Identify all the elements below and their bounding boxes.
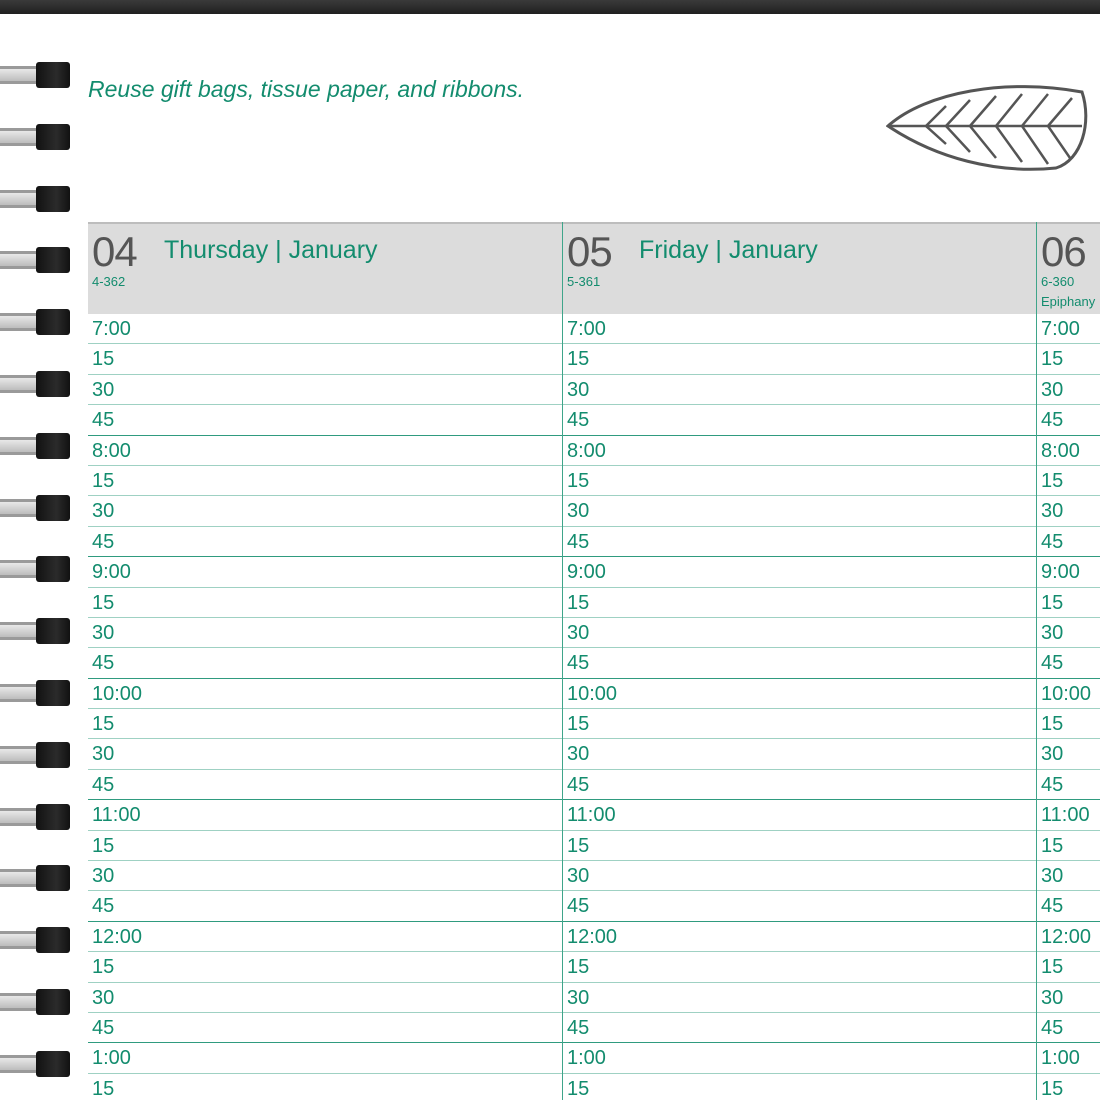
time-slot[interactable]: 45 [563, 405, 1037, 435]
time-slot[interactable]: 45 [88, 770, 562, 800]
coil-hole [36, 62, 70, 88]
time-slot[interactable]: 45 [563, 648, 1037, 678]
time-slot[interactable]: 9:00 [1037, 557, 1100, 587]
time-slot[interactable]: 9:00 [563, 557, 1037, 587]
time-slot[interactable]: 10:00 [563, 679, 1037, 709]
binding-coil [0, 861, 74, 895]
time-slot[interactable]: 30 [88, 375, 562, 405]
time-slot[interactable]: 30 [563, 739, 1037, 769]
time-slot[interactable]: 30 [1037, 983, 1100, 1013]
time-slot[interactable]: 30 [88, 496, 562, 526]
time-slot[interactable]: 15 [1037, 831, 1100, 861]
binding-coil [0, 552, 74, 586]
time-slot[interactable]: 15 [88, 1074, 562, 1100]
time-slot[interactable]: 15 [1037, 588, 1100, 618]
day-header [1037, 222, 1100, 314]
coil-hole [36, 680, 70, 706]
time-slot[interactable]: 12:00 [1037, 922, 1100, 952]
time-slot[interactable]: 15 [1037, 709, 1100, 739]
coil-hole [36, 804, 70, 830]
day-number: 06 [1041, 228, 1086, 275]
time-slot[interactable]: 15 [88, 466, 562, 496]
time-slot[interactable]: 15 [563, 1074, 1037, 1100]
time-slot[interactable]: 15 [563, 466, 1037, 496]
binding-coil [0, 1047, 74, 1081]
day-name: Thursday | January [164, 236, 378, 264]
time-slot[interactable]: 30 [1037, 739, 1100, 769]
time-slot[interactable]: 30 [1037, 861, 1100, 891]
coil-hole [36, 309, 70, 335]
day-column [562, 222, 1037, 1100]
time-slot[interactable]: 45 [88, 648, 562, 678]
time-slot[interactable]: 10:00 [1037, 679, 1100, 709]
binding-coil [0, 429, 74, 463]
time-slot[interactable]: 15 [563, 344, 1037, 374]
day-number: 04 [92, 228, 137, 275]
coil-hole [36, 927, 70, 953]
time-slot[interactable]: 30 [88, 739, 562, 769]
time-slot[interactable]: 45 [1037, 648, 1100, 678]
time-slot[interactable]: 15 [1037, 1074, 1100, 1100]
time-slot[interactable]: 15 [1037, 344, 1100, 374]
day-header [88, 222, 562, 314]
binding-coil [0, 58, 74, 92]
time-slot[interactable]: 1:00 [1037, 1043, 1100, 1073]
eco-tip: Reuse gift bags, tissue paper, and ribbons. [88, 76, 525, 102]
time-slot[interactable]: 45 [1037, 527, 1100, 557]
planner-page [0, 14, 1100, 1100]
time-slot[interactable]: 30 [88, 861, 562, 891]
day-column [1036, 222, 1100, 1100]
binding-coil [0, 367, 74, 401]
time-slot[interactable]: 45 [1037, 405, 1100, 435]
time-slot[interactable]: 30 [88, 618, 562, 648]
binding-coil [0, 614, 74, 648]
coil-hole [36, 124, 70, 150]
time-slot[interactable]: 11:00 [1037, 800, 1100, 830]
coil-hole [36, 556, 70, 582]
coil-hole [36, 433, 70, 459]
coil-hole [36, 495, 70, 521]
time-slot[interactable]: 45 [563, 770, 1037, 800]
time-slots [1037, 314, 1100, 1100]
time-slot[interactable]: 30 [563, 983, 1037, 1013]
time-slot[interactable]: 45 [563, 891, 1037, 921]
time-slot[interactable]: 8:00 [88, 436, 562, 466]
coil-hole [36, 618, 70, 644]
time-slot[interactable]: 15 [88, 344, 562, 374]
holiday-label: Epiphany [1041, 294, 1096, 309]
day-count: 5-361 [567, 274, 601, 289]
binding-coil [0, 243, 74, 277]
time-slot[interactable]: 15 [563, 709, 1037, 739]
coil-hole [36, 865, 70, 891]
time-slot[interactable]: 11:00 [563, 800, 1037, 830]
leaf-icon [886, 82, 1090, 174]
time-slot[interactable]: 45 [563, 527, 1037, 557]
time-slot[interactable]: 15 [1037, 466, 1100, 496]
time-slot[interactable]: 1:00 [563, 1043, 1037, 1073]
time-slot[interactable]: 30 [563, 861, 1037, 891]
time-slot[interactable]: 12:00 [563, 922, 1037, 952]
coil-hole [36, 186, 70, 212]
time-slot[interactable]: 11:00 [88, 800, 562, 830]
time-slot[interactable]: 30 [563, 496, 1037, 526]
coil-hole [36, 989, 70, 1015]
day-column [88, 222, 562, 1100]
binding-coil [0, 182, 74, 216]
time-slot[interactable]: 30 [1037, 618, 1100, 648]
time-slots [563, 314, 1037, 1100]
binding-coil [0, 738, 74, 772]
day-count: 4-362 [92, 274, 126, 289]
time-slot[interactable]: 45 [1037, 770, 1100, 800]
binding-coil [0, 305, 74, 339]
time-slot[interactable]: 45 [1037, 891, 1100, 921]
binding-coil [0, 985, 74, 1019]
binding-coil [0, 120, 74, 154]
time-slot[interactable]: 15 [563, 831, 1037, 861]
time-slot[interactable]: 8:00 [563, 436, 1037, 466]
time-slots [88, 314, 562, 1100]
day-number: 05 [567, 228, 612, 275]
time-slot[interactable]: 15 [88, 952, 562, 982]
time-slot[interactable]: 45 [88, 1013, 562, 1043]
binding-coil [0, 676, 74, 710]
coil-hole [36, 247, 70, 273]
time-slot[interactable]: 30 [1037, 496, 1100, 526]
time-slot[interactable]: 15 [88, 709, 562, 739]
time-slot[interactable]: 30 [1037, 375, 1100, 405]
time-slot[interactable]: 30 [88, 983, 562, 1013]
coil-hole [36, 742, 70, 768]
time-slot[interactable]: 7:00 [563, 314, 1037, 344]
time-slot[interactable]: 45 [1037, 1013, 1100, 1043]
time-slot[interactable]: 15 [563, 952, 1037, 982]
time-slot[interactable]: 7:00 [88, 314, 562, 344]
time-slot[interactable]: 45 [563, 1013, 1037, 1043]
time-slot[interactable]: 7:00 [1037, 314, 1100, 344]
day-name: Friday | January [639, 236, 818, 264]
time-slot[interactable]: 8:00 [1037, 436, 1100, 466]
time-slot[interactable]: 15 [88, 831, 562, 861]
time-slot[interactable]: 45 [88, 527, 562, 557]
day-count: 6-360 [1041, 274, 1075, 289]
time-slot[interactable]: 30 [563, 375, 1037, 405]
binding-coil [0, 491, 74, 525]
coil-hole [36, 1051, 70, 1077]
time-slot[interactable]: 9:00 [88, 557, 562, 587]
binding-coil [0, 800, 74, 834]
time-slot[interactable]: 45 [88, 891, 562, 921]
time-slot[interactable]: 1:00 [88, 1043, 562, 1073]
time-slot[interactable]: 30 [563, 618, 1037, 648]
coil-hole [36, 371, 70, 397]
daily-schedule-grid [88, 222, 1100, 1100]
day-header [563, 222, 1037, 314]
time-slot[interactable]: 10:00 [88, 679, 562, 709]
spiral-binding [0, 0, 80, 1100]
time-slot[interactable]: 15 [88, 588, 562, 618]
time-slot[interactable]: 15 [1037, 952, 1100, 982]
binding-coil [0, 923, 74, 957]
time-slot[interactable]: 45 [88, 405, 562, 435]
time-slot[interactable]: 12:00 [88, 922, 562, 952]
time-slot[interactable]: 15 [563, 588, 1037, 618]
